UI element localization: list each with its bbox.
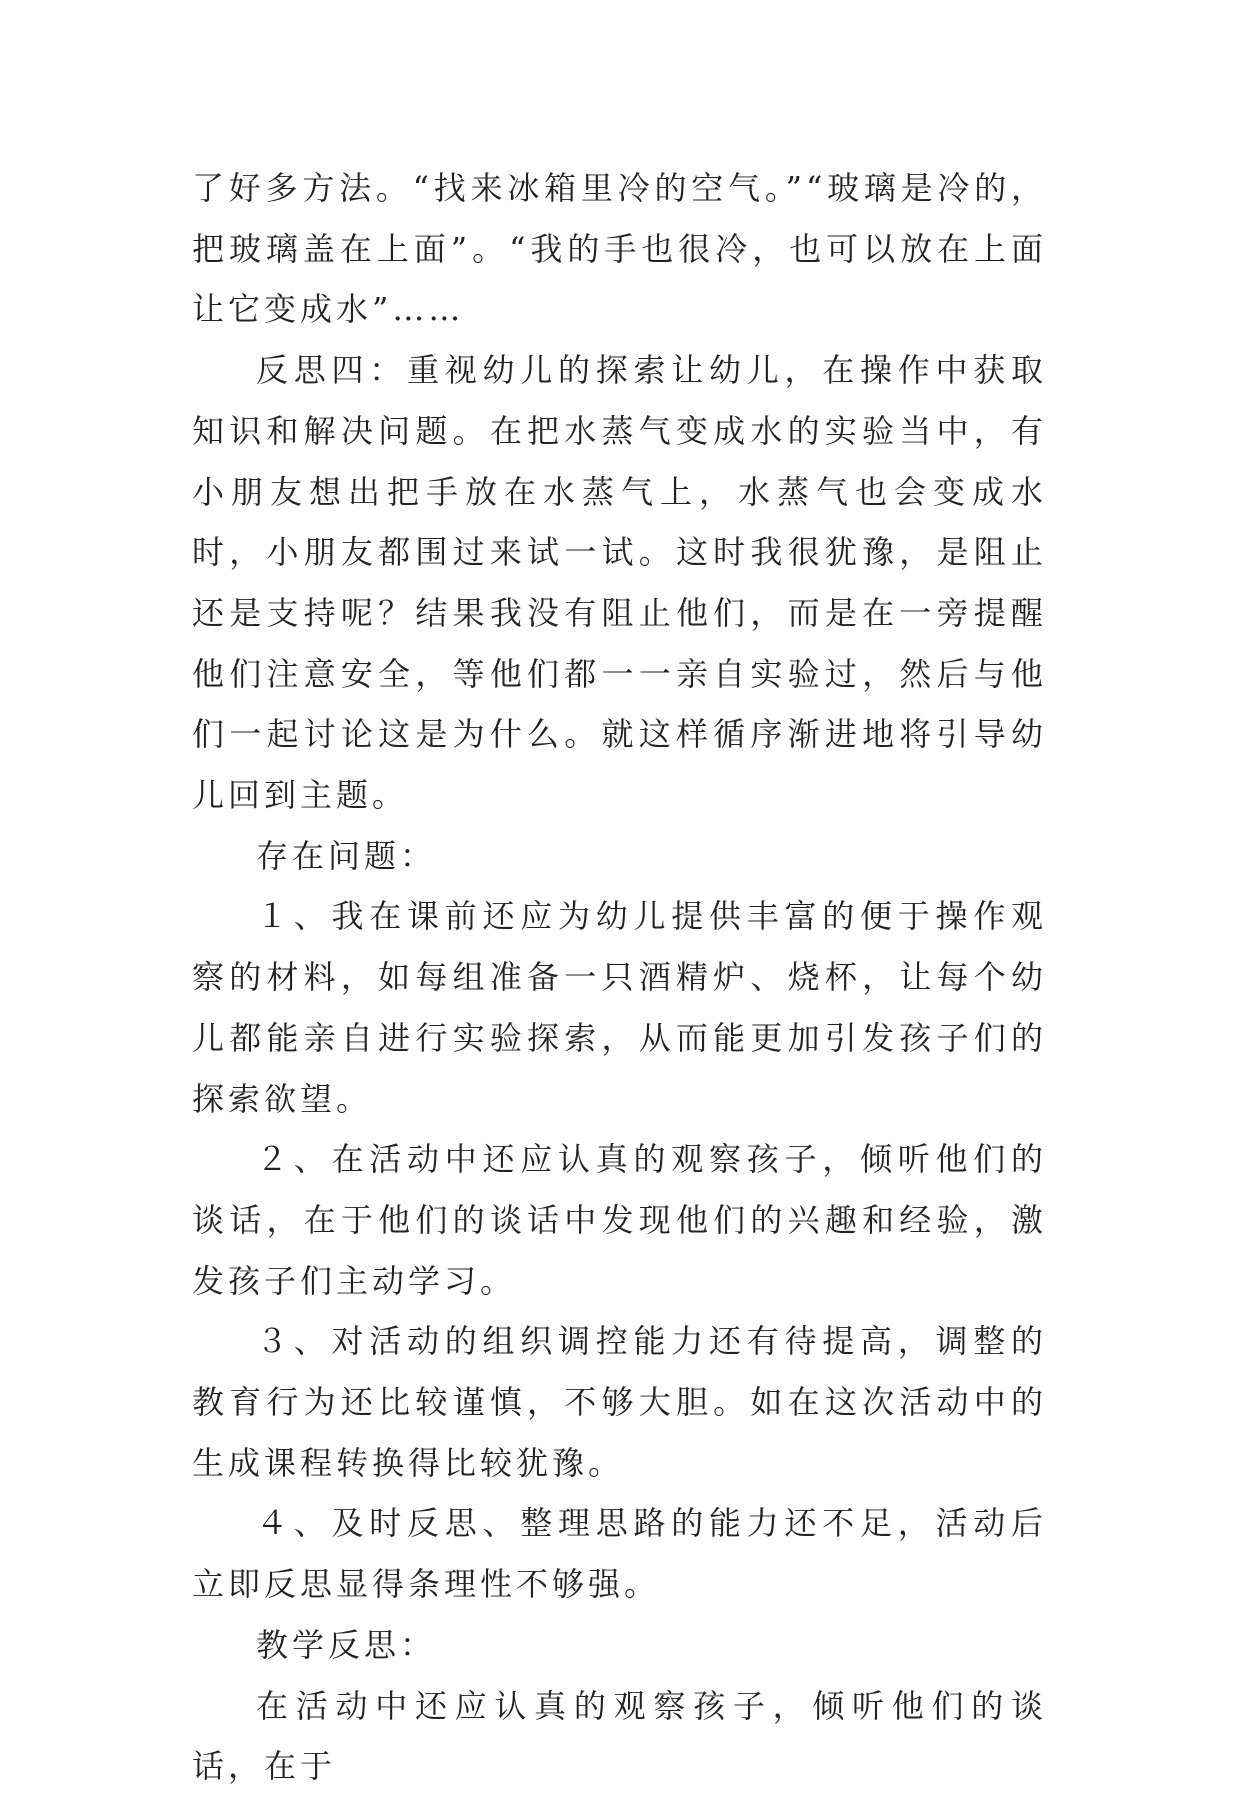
problem-item-3: ３、对活动的组织调控能力还有待提高，调整的教育行为还比较谨慎，不够大胆。如在这次活动中的生成课程转换得比较犹豫。 [192,1322,1047,1482]
heading-existing-problems: 存在问题： [256,836,437,875]
problem-item-4: ４、及时反思、整理思路的能力还不足，活动后立即反思显得条理性不够强。 [192,1504,1047,1604]
paragraph-reflection-four: 反思四：重视幼儿的探索让幼儿，在操作中获取知识和解决问题。在把水蒸气变成水的实验当中，有小朋友想出把手放在水蒸气上，水蒸气也会变成水时，小朋友都围过来试一试。这时我很犹豫，是阻止还是支持呢？结果我没有阻止他们，而是在一旁提醒他们注意安全，等他们都一一亲自实验过，然后与他们一起讨论这是为什么。就这样循序渐进地将引导幼儿回到主题。 [192,351,1047,815]
heading-teaching-reflection: 教学反思： [256,1625,437,1664]
paragraph-continuation: 了好多方法。“找来冰箱里冷的空气。”“玻璃是冷的，把玻璃盖在上面”。“我的手也很冷，也可以放在上面让它变成水”…… [192,169,1047,329]
paragraph-teaching-reflection: 在活动中还应认真的观察孩子，倾听他们的谈话，在于 [192,1686,1047,1786]
document-body [192,158,1047,1797]
problem-item-1: １、我在课前还应为幼儿提供丰富的便于操作观察的材料，如每组准备一只酒精炉、烧杯，让每个幼儿都能亲自进行实验探索，从而能更加引发孩子们的探索欲望。 [192,897,1047,1118]
problem-item-2: ２、在活动中还应认真的观察孩子，倾听他们的谈话，在于他们的谈话中发现他们的兴趣和经验，激发孩子们主动学习。 [192,1140,1047,1300]
